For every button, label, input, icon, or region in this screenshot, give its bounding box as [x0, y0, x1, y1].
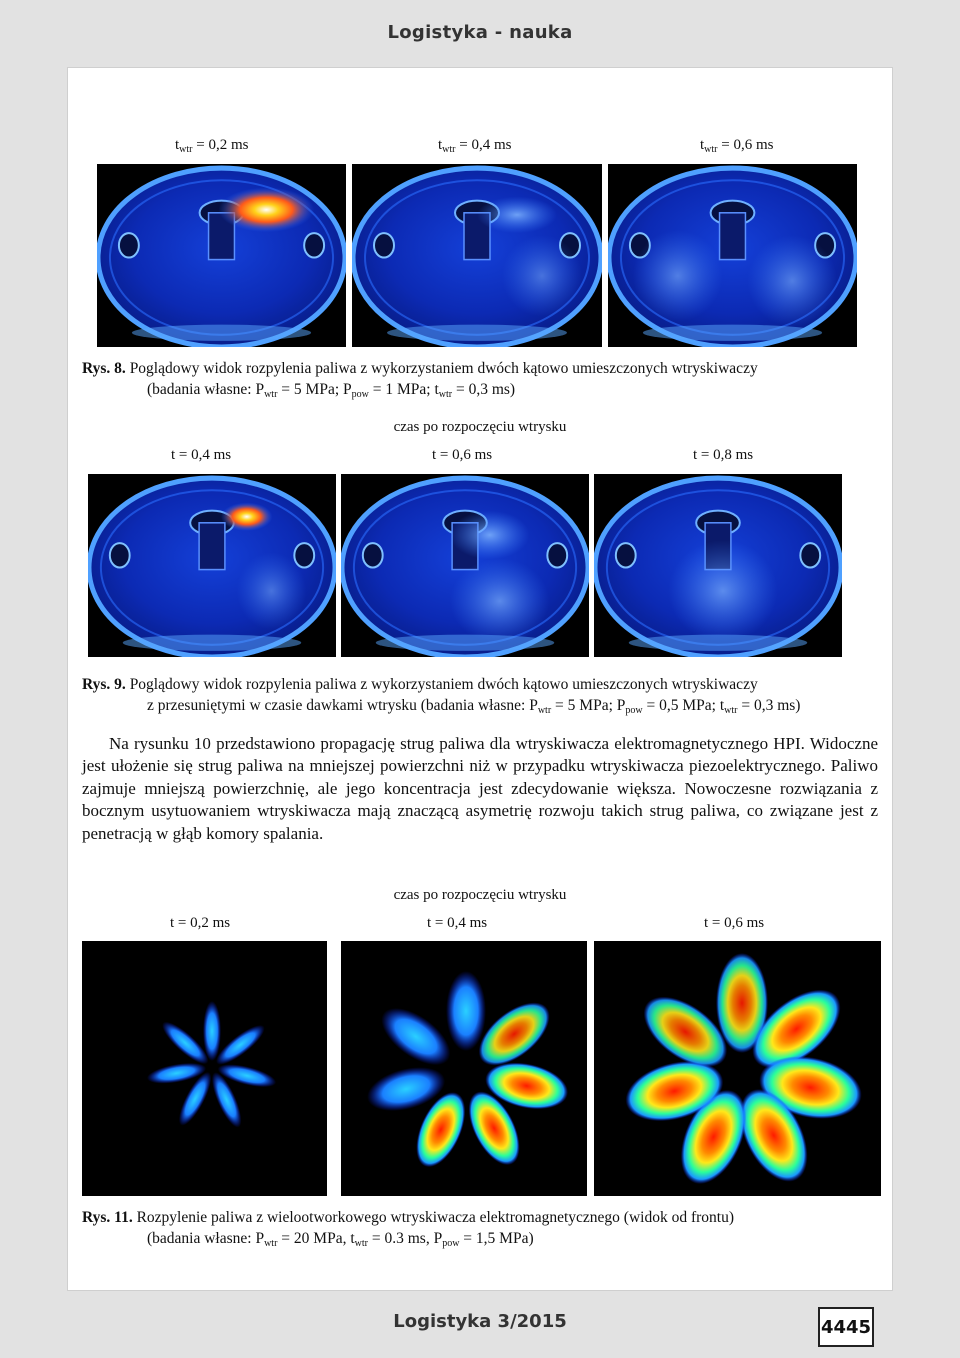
fig9-label-1: t = 0,4 ms [171, 447, 232, 463]
page-number: 4445 [818, 1307, 874, 1347]
footer-journal-title: Logistyka 3/2015 [393, 1311, 567, 1332]
fig11-image-2 [341, 941, 587, 1196]
fig9-image-2 [341, 474, 589, 657]
fig11-label-3: t = 0,6 ms [704, 915, 765, 931]
fig8-label-2: $t_{wtr} = 0,4$ ms [438, 137, 512, 155]
fig11-image-1 [82, 941, 327, 1196]
fig8-label-1: $t_{wtr} = 0,2$ ms [175, 137, 249, 155]
fig11-caption-line2: (badania własne: $P_{wtr} = 20$ MPa, $t_{wtr} = 0.3$ ms, $P_{pow} = 1,5$ MPa) [147, 1230, 534, 1249]
fig8-image-1 [97, 164, 346, 347]
fig9-image-1 [88, 474, 336, 657]
body-paragraph: Na rysunku 10 przedstawiono propagację strug paliwa dla wtryskiwacza elektromagnetycznego HPI. Widoczne jest ułożenie się strug paliwa na mniejszej powierzchni niż w przypadku wtryskiwacza piezoelektrycznego. Paliwo zajmuje mniejszą powierzchnię, ale jego koncentracja jest zdecydowanie większa. Nowoczesne rozwiązania z bocznym usytuowaniem wtryskiwacza mają znaczącą asymetrię rozwoju takich strug paliwa, co związane jest z penetracją w głąb komory spalania. [82, 734, 878, 843]
fig8-caption-line2: (badania własne: $P_{wtr} = 5$ MPa; $P_{pow} = 1$ MPa; $t_{wtr} = 0,3$ ms) [147, 381, 516, 400]
fig8-image-2 [352, 164, 602, 347]
fig11-label-1: t = 0,2 ms [170, 915, 231, 931]
fig8-caption-line1: Rys. 8. Poglądowy widok rozpylenia paliwa z wykorzystaniem dwóch kątowo umieszczonych wtryskiwaczy [82, 360, 758, 377]
fig11-caption-line1: Rys. 11. Rozpylenie paliwa z wielootworkowego wtryskiwacza elektromagnetycznego (widok od frontu) [82, 1209, 734, 1226]
fig8-label-3: $t_{wtr} = 0,6$ ms [700, 137, 774, 155]
fig9-label-3: t = 0,8 ms [693, 447, 754, 463]
fig9-label-2: t = 0,6 ms [432, 447, 493, 463]
fig8-image-3 [608, 164, 857, 347]
fig11-label-2: t = 0,4 ms [427, 915, 488, 931]
fig9-caption-line2: z przesuniętymi w czasie dawkami wtrysku (badania własne: $P_{wtr} = 5$ MPa; $P_{pow} = 0,5$ MPa; $t_{wtr} = 0,3$ ms) [147, 697, 801, 716]
running-header: Logistyka - nauka [387, 22, 573, 43]
fig11-heading: czas po rozpoczęciu wtrysku [393, 887, 567, 903]
fig9-heading: czas po rozpoczęciu wtrysku [393, 419, 567, 435]
fig9-caption-line1: Rys. 9. Poglądowy widok rozpylenia paliwa z wykorzystaniem dwóch kątowo umieszczonych wtryskiwaczy [82, 676, 758, 693]
fig11-image-3 [594, 941, 881, 1196]
fig9-image-3 [594, 474, 842, 657]
